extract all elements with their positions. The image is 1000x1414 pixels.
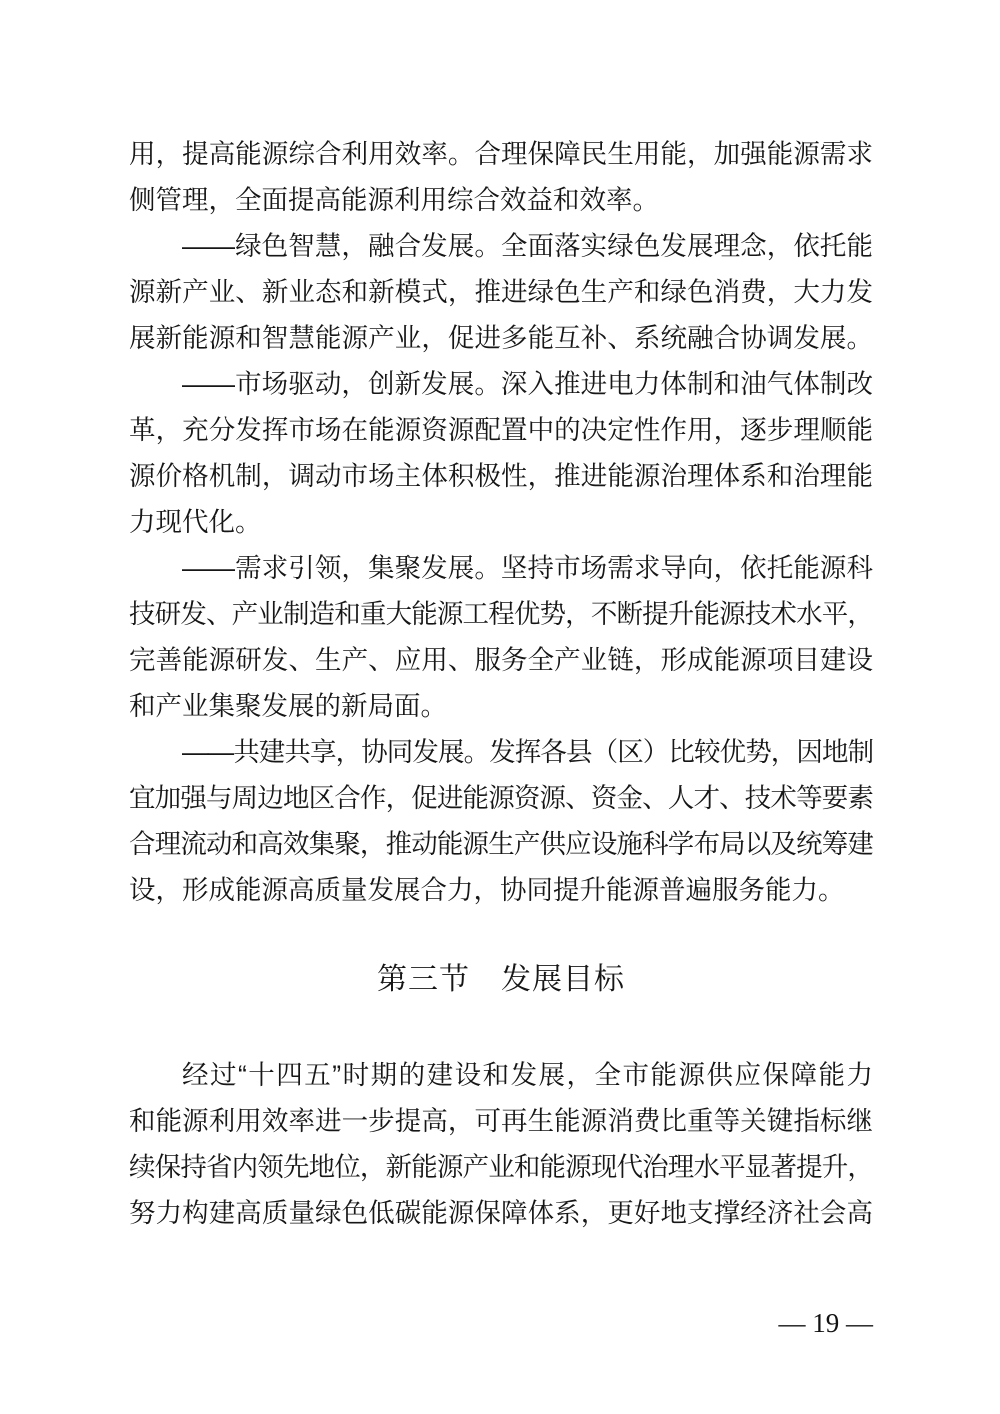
body-line: 经过“十四五”时期的建设和发展，全市能源供应保障能力 [182, 1060, 873, 1090]
body-line: 源价格机制，调动市场主体积极性，推进能源治理体系和治理能 [129, 461, 873, 491]
body-line: 展新能源和智慧能源产业，促进多能互补、系统融合协调发展。 [129, 323, 873, 353]
body-line: 侧管理，全面提高能源利用综合效益和效率。 [129, 185, 659, 215]
document-body [129, 131, 873, 1236]
body-line: 力现代化。 [129, 507, 262, 537]
body-line: 源新产业、新业态和新模式，推进绿色生产和绿色消费，大力发 [129, 277, 873, 307]
body-line: ——共建共享，协同发展。发挥各县（区）比较优势，因地制 [182, 737, 874, 767]
body-line: 用，提高能源综合利用效率。合理保障民生用能，加强能源需求 [129, 139, 873, 169]
body-line: 设，形成能源高质量发展合力，协同提升能源普遍服务能力。 [129, 875, 845, 905]
body-line: 和产业集聚发展的新局面。 [129, 691, 447, 721]
body-line: 宜加强与周边地区合作，促进能源资源、资金、人才、技术等要素 [129, 783, 873, 813]
body-line: 完善能源研发、生产、应用、服务全产业链，形成能源项目建设 [129, 645, 873, 675]
body-line: 续保持省内领先地位，新能源产业和能源现代治理水平显著提升， [129, 1152, 873, 1182]
section-heading: 第三节 发展目标 [377, 963, 625, 996]
body-line: 和能源利用效率进一步提高，可再生能源消费比重等关键指标继 [129, 1106, 873, 1136]
body-line: ——市场驱动，创新发展。深入推进电力体制和油气体制改 [182, 369, 873, 399]
body-line: 努力构建高质量绿色低碳能源保障体系，更好地支撑经济社会高 [129, 1198, 873, 1228]
body-line: 技研发、产业制造和重大能源工程优势，不断提升能源技术水平， [129, 599, 873, 629]
body-line: ——绿色智慧，融合发展。全面落实绿色发展理念，依托能 [182, 231, 873, 261]
body-line: 合理流动和高效集聚，推动能源生产供应设施科学布局以及统筹建 [129, 829, 873, 859]
page-number: — 19 — [778, 1308, 873, 1338]
body-line: 革，充分发挥市场在能源资源配置中的决定性作用，逐步理顺能 [129, 415, 873, 445]
body-line: ——需求引领，集聚发展。坚持市场需求导向，依托能源科 [182, 553, 873, 583]
